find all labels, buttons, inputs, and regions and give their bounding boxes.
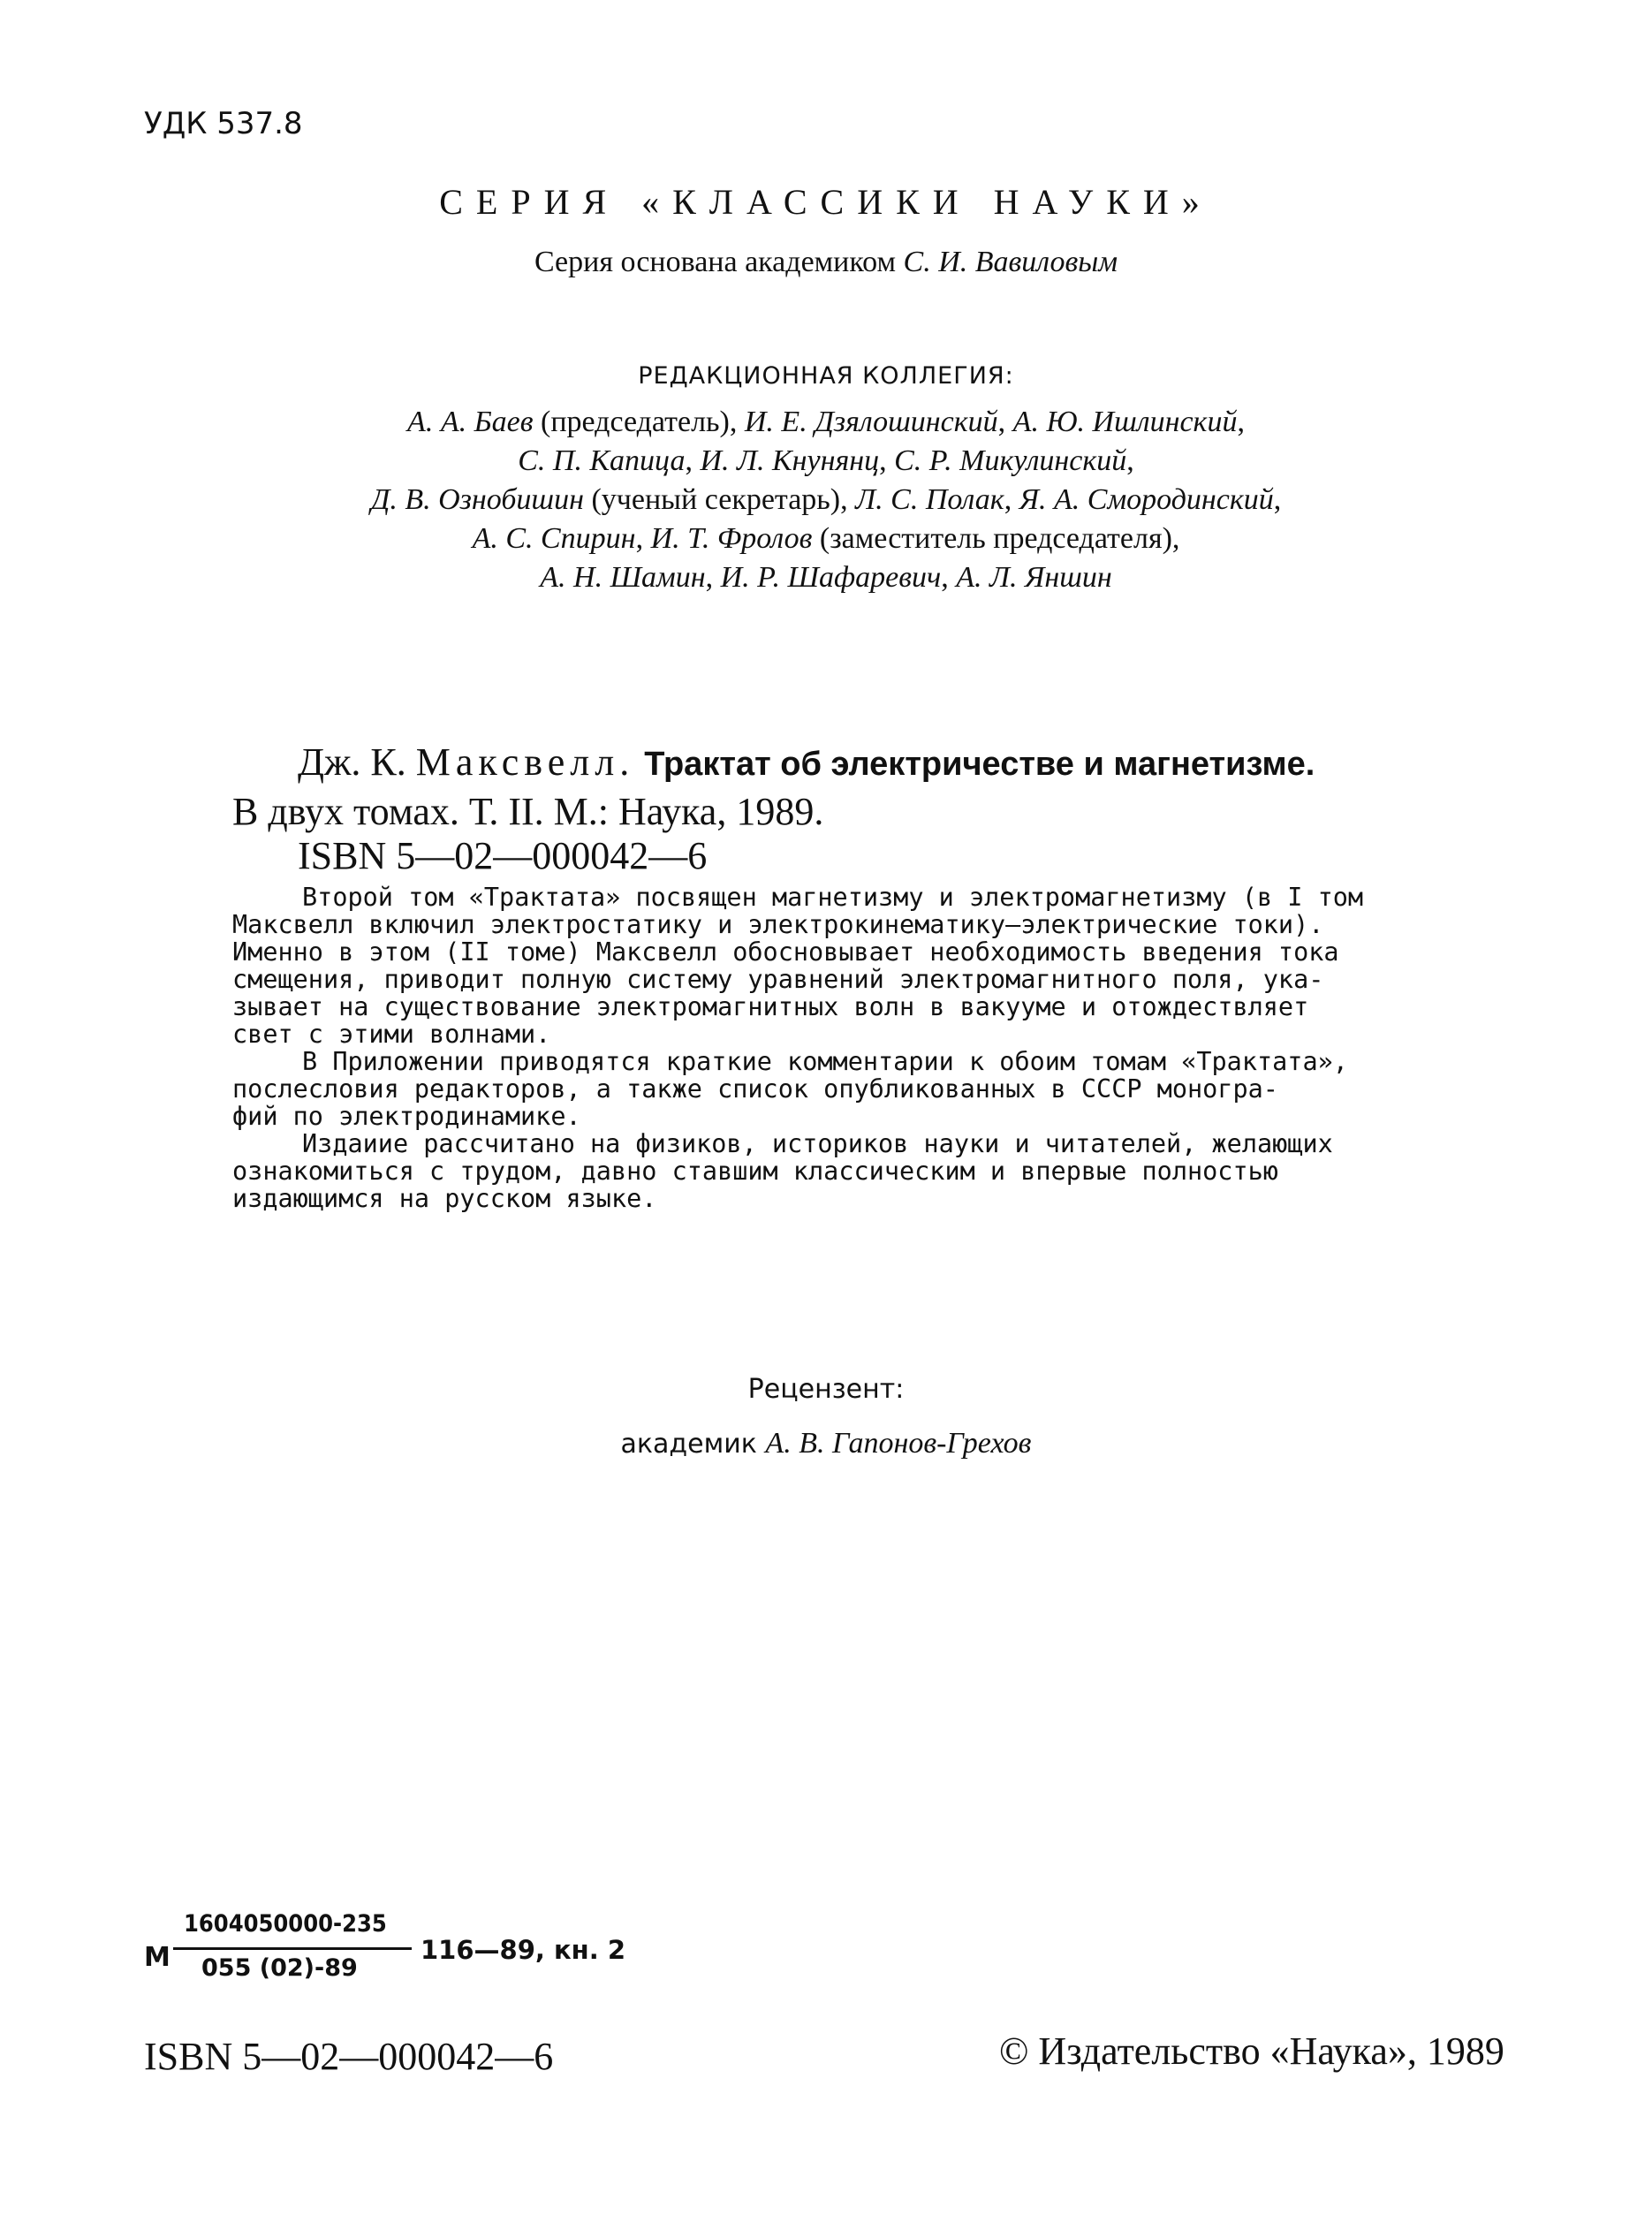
abstract-line: издающимся на русском языке. <box>232 1185 657 1212</box>
board-member-name: С. Р. Микулинский <box>894 444 1127 477</box>
abstract <box>232 884 1465 1212</box>
editorial-board-list <box>0 403 1652 597</box>
board-member-role: , <box>1237 406 1245 438</box>
series-founder-name: С. И. Вавиловым <box>903 246 1118 278</box>
catalog-code-denominator: 055 (02)-89 <box>201 1954 358 1982</box>
book-title: Трактат об электричестве и магнетизме. <box>644 746 1315 783</box>
editorial-board-line <box>0 520 1652 558</box>
board-member-name: Д. В. Ознобишин <box>370 483 584 516</box>
abstract-line: свет с этими волнами. <box>232 1020 551 1048</box>
reviewer-label: Рецензент: <box>747 1374 905 1405</box>
udc-code: УДК 537.8 <box>144 106 303 141</box>
series-founded <box>0 246 1652 279</box>
editorial-board-line <box>0 442 1652 481</box>
abstract-line: зывает на существование электромагнитных волн в вакууме и отождествляет <box>232 993 1309 1020</box>
abstract-line: послесловия редакторов, а также список опубликованных в СССР моногра- <box>232 1075 1278 1103</box>
abstract-line: В Приложении приводятся краткие комментарии к обоим томам «Трактата», <box>302 1048 1348 1075</box>
board-member-name: И. Л. Кнунянц <box>700 444 880 477</box>
reviewer-prefix: академик <box>620 1429 757 1460</box>
board-member-name: А. Ю. Ишлинский <box>1012 406 1238 438</box>
abstract-line: ознакомиться с трудом, давно ставшим классическим и впервые полностью <box>232 1157 1278 1185</box>
board-member-role: , <box>1126 444 1134 477</box>
copyright-notice: © Издательство «Наука», 1989 <box>999 2029 1504 2073</box>
editorial-board-heading: РЕДАКЦИОННАЯ КОЛЛЕГИЯ: <box>638 362 1014 390</box>
board-member-name: А. Н. Шамин <box>540 561 706 594</box>
board-member-name: А. А. Баев <box>407 406 534 438</box>
board-member-role: , <box>685 444 701 477</box>
abstract-line: Второй том «Трактата» посвящен магнетизму и электромагнетизму (в I том <box>302 884 1364 911</box>
board-member-role: , <box>1004 483 1019 516</box>
editorial-board-line <box>0 481 1652 520</box>
board-member-name: И. Т. Фролов <box>650 522 813 555</box>
bibliographic-isbn: ISBN 5—02—000042—6 <box>298 834 708 877</box>
series-founded-prefix: Серия основана академиком <box>534 246 897 278</box>
board-member-name: А. Л. Яншин <box>956 561 1112 594</box>
board-member-name: Я. А. Смородинский <box>1019 483 1274 516</box>
board-member-name: А. С. Спирин <box>472 522 636 555</box>
footer-isbn: ISBN 5—02—000042—6 <box>144 2035 554 2078</box>
board-member-role: , <box>705 561 721 594</box>
author-initials: Дж. К. <box>298 740 406 784</box>
board-member-role: (ученый секретарь), <box>583 483 856 516</box>
abstract-line: Издаиие рассчитано на физиков, историков науки и читателей, желающих <box>302 1130 1333 1157</box>
bibliographic-entry-line1 <box>298 740 1315 785</box>
board-member-name: И. Е. Дзялошинский <box>744 406 998 438</box>
board-member-name: С. П. Капица <box>518 444 686 477</box>
board-member-role: , <box>941 561 957 594</box>
catalog-code-numerator: 1604050000-235 <box>184 1910 387 1938</box>
series-title: СЕРИЯ «КЛАССИКИ НАУКИ» <box>439 182 1213 222</box>
board-member-name: И. Р. Шафаревич <box>720 561 942 594</box>
board-member-role: , <box>997 406 1013 438</box>
board-member-role: , <box>635 522 651 555</box>
catalog-code-letter: М <box>144 1942 171 1973</box>
board-member-role: (заместитель председателя), <box>812 522 1180 555</box>
board-member-role: (председатель), <box>533 406 745 438</box>
board-member-name: Л. С. Полак <box>855 483 1004 516</box>
bibliographic-entry-line2: В двух томах. Т. II. М.: Наука, 1989. <box>232 790 824 833</box>
catalog-code-fraction-rule <box>173 1947 412 1950</box>
reviewer-name: А. В. Гапонов-Грехов <box>765 1427 1032 1460</box>
abstract-line: смещения, приводит полную систему уравнений электромагнитного поля, ука- <box>232 966 1324 993</box>
abstract-line: Именно в этом (II томе) Максвелл обосновывает необходимость введения тока <box>232 938 1339 966</box>
author-surname: Максвелл. <box>415 740 635 784</box>
editorial-board-line <box>0 403 1652 442</box>
catalog-code-tail: 116—89, кн. 2 <box>421 1935 626 1965</box>
abstract-line: фий по электродинамике. <box>232 1103 581 1130</box>
reviewer <box>0 1427 1652 1460</box>
editorial-board-line <box>0 558 1652 597</box>
abstract-line: Максвелл включил электростатику и электрокинематику—электрические токи). <box>232 911 1324 938</box>
board-member-role: , <box>1273 483 1282 516</box>
board-member-role: , <box>879 444 895 477</box>
